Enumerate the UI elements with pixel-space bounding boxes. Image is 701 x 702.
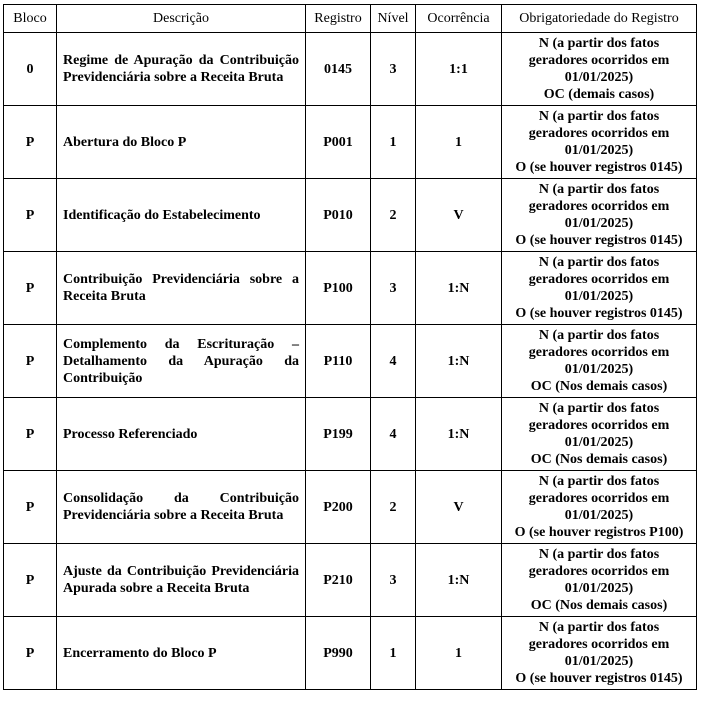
obrigatoriedade-line: geradores ocorridos em — [528, 199, 670, 214]
cell-registro: P990 — [306, 617, 371, 690]
obrigatoriedade-line: 01/01/2025) — [564, 143, 634, 158]
table-row — [4, 325, 697, 398]
cell-nivel: 2 — [371, 471, 416, 544]
header-nivel: Nível — [371, 5, 416, 33]
cell-descricao: Complemento da Escrituração – Detalhamento da Apuração da Contribuição — [57, 325, 306, 398]
cell-obrigatoriedade — [502, 471, 697, 544]
obrigatoriedade-line: 01/01/2025) — [564, 654, 634, 669]
cell-obrigatoriedade — [502, 544, 697, 617]
cell-registro: P210 — [306, 544, 371, 617]
obrigatoriedade-line: geradores ocorridos em — [528, 126, 670, 141]
obrigatoriedade-line: N (a partir dos fatos — [538, 109, 660, 124]
cell-bloco: P — [4, 325, 57, 398]
cell-bloco: P — [4, 544, 57, 617]
cell-descricao: Ajuste da Contribuição Previdenciária Apurada sobre a Receita Bruta — [57, 544, 306, 617]
obrigatoriedade-line: 01/01/2025) — [564, 289, 634, 304]
cell-bloco: P — [4, 617, 57, 690]
registros-table — [3, 4, 697, 690]
header-bloco: Bloco — [4, 5, 57, 33]
cell-nivel: 1 — [371, 106, 416, 179]
cell-descricao: Contribuição Previdenciária sobre a Receita Bruta — [57, 252, 306, 325]
table-row — [4, 252, 697, 325]
table-row — [4, 544, 697, 617]
obrigatoriedade-line: O (se houver registros 0145) — [515, 671, 683, 686]
cell-descricao: Encerramento do Bloco P — [57, 617, 306, 690]
obrigatoriedade-line: N (a partir dos fatos — [538, 182, 660, 197]
table-header-row — [4, 5, 697, 33]
table-row — [4, 398, 697, 471]
obrigatoriedade-line: geradores ocorridos em — [528, 564, 670, 579]
cell-nivel: 4 — [371, 398, 416, 471]
cell-registro: P199 — [306, 398, 371, 471]
header-descricao: Descrição — [57, 5, 306, 33]
cell-descricao: Abertura do Bloco P — [57, 106, 306, 179]
table-row — [4, 179, 697, 252]
obrigatoriedade-line: N (a partir dos fatos — [538, 620, 660, 635]
obrigatoriedade-line: O (se houver registros 0145) — [515, 306, 683, 321]
cell-ocorrencia: V — [416, 179, 502, 252]
cell-registro: P110 — [306, 325, 371, 398]
cell-bloco: P — [4, 471, 57, 544]
obrigatoriedade-line: OC (Nos demais casos) — [530, 598, 668, 613]
cell-descricao: Identificação do Estabelecimento — [57, 179, 306, 252]
obrigatoriedade-line: O (se houver registros 0145) — [515, 233, 683, 248]
header-registro: Registro — [306, 5, 371, 33]
cell-obrigatoriedade — [502, 398, 697, 471]
cell-bloco: P — [4, 252, 57, 325]
cell-ocorrencia: 1:N — [416, 398, 502, 471]
obrigatoriedade-line: O (se houver registros P100) — [514, 525, 684, 540]
header-ocorrencia: Ocorrência — [416, 5, 502, 33]
cell-ocorrencia: 1 — [416, 106, 502, 179]
cell-obrigatoriedade — [502, 33, 697, 106]
obrigatoriedade-line: N (a partir dos fatos — [538, 328, 660, 343]
obrigatoriedade-line: N (a partir dos fatos — [538, 474, 660, 489]
table-row — [4, 617, 697, 690]
cell-obrigatoriedade — [502, 106, 697, 179]
cell-ocorrencia: 1:N — [416, 325, 502, 398]
obrigatoriedade-line: geradores ocorridos em — [528, 272, 670, 287]
obrigatoriedade-line: 01/01/2025) — [564, 508, 634, 523]
obrigatoriedade-line: N (a partir dos fatos — [538, 36, 660, 51]
cell-ocorrencia: V — [416, 471, 502, 544]
cell-nivel: 3 — [371, 33, 416, 106]
obrigatoriedade-line: N (a partir dos fatos — [538, 401, 660, 416]
obrigatoriedade-line: 01/01/2025) — [564, 435, 634, 450]
table-row — [4, 106, 697, 179]
cell-registro: P001 — [306, 106, 371, 179]
cell-obrigatoriedade — [502, 325, 697, 398]
cell-registro: P010 — [306, 179, 371, 252]
cell-nivel: 4 — [371, 325, 416, 398]
header-obrigatoriedade: Obrigatoriedade do Registro — [502, 5, 697, 33]
cell-registro: P100 — [306, 252, 371, 325]
obrigatoriedade-line: geradores ocorridos em — [528, 418, 670, 433]
obrigatoriedade-line: 01/01/2025) — [564, 362, 634, 377]
cell-nivel: 3 — [371, 544, 416, 617]
cell-registro: 0145 — [306, 33, 371, 106]
cell-descricao: Processo Referenciado — [57, 398, 306, 471]
obrigatoriedade-line: geradores ocorridos em — [528, 345, 670, 360]
obrigatoriedade-line: N (a partir dos fatos — [538, 547, 660, 562]
obrigatoriedade-line: OC (Nos demais casos) — [530, 452, 668, 467]
cell-ocorrencia: 1:N — [416, 544, 502, 617]
cell-bloco: P — [4, 179, 57, 252]
obrigatoriedade-line: 01/01/2025) — [564, 70, 634, 85]
cell-nivel: 1 — [371, 617, 416, 690]
cell-descricao: Consolidação da Contribuição Previdenciária sobre a Receita Bruta — [57, 471, 306, 544]
obrigatoriedade-line: 01/01/2025) — [564, 216, 634, 231]
obrigatoriedade-line: geradores ocorridos em — [528, 53, 670, 68]
cell-nivel: 2 — [371, 179, 416, 252]
obrigatoriedade-line: N (a partir dos fatos — [538, 255, 660, 270]
obrigatoriedade-line: OC (demais casos) — [543, 87, 655, 102]
obrigatoriedade-line: geradores ocorridos em — [528, 637, 670, 652]
cell-obrigatoriedade — [502, 179, 697, 252]
cell-obrigatoriedade — [502, 617, 697, 690]
cell-ocorrencia: 1:N — [416, 252, 502, 325]
obrigatoriedade-line: 01/01/2025) — [564, 581, 634, 596]
cell-ocorrencia: 1:1 — [416, 33, 502, 106]
cell-ocorrencia: 1 — [416, 617, 502, 690]
table-row — [4, 33, 697, 106]
obrigatoriedade-line: geradores ocorridos em — [528, 491, 670, 506]
table-row — [4, 471, 697, 544]
cell-obrigatoriedade — [502, 252, 697, 325]
cell-registro: P200 — [306, 471, 371, 544]
cell-bloco: P — [4, 106, 57, 179]
cell-bloco: 0 — [4, 33, 57, 106]
cell-bloco: P — [4, 398, 57, 471]
obrigatoriedade-line: O (se houver registros 0145) — [515, 160, 683, 175]
obrigatoriedade-line: OC (Nos demais casos) — [530, 379, 668, 394]
cell-nivel: 3 — [371, 252, 416, 325]
cell-descricao: Regime de Apuração da Contribuição Previdenciária sobre a Receita Bruta — [57, 33, 306, 106]
